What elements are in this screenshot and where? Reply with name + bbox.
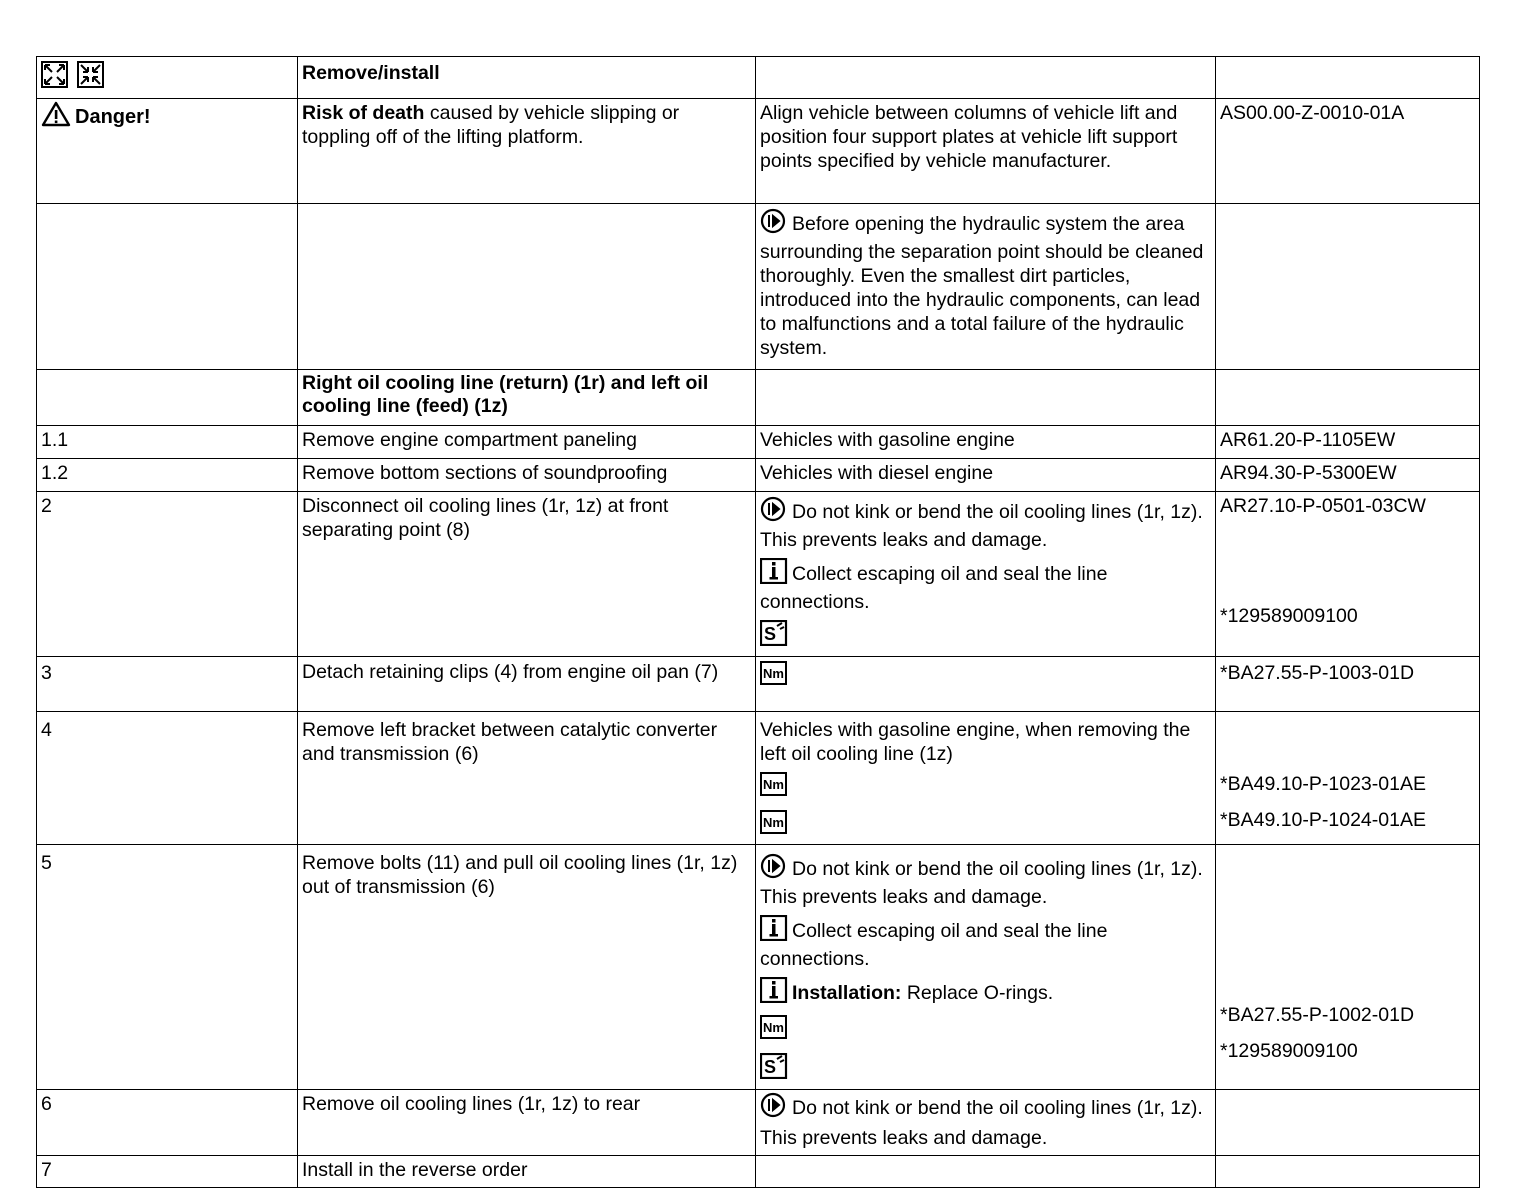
step-text: Remove bolts (11) and pull oil cooling lines (1r, 1z) out of transmission (6) — [298, 845, 756, 1090]
svg-text:S: S — [764, 624, 777, 644]
table-header-row — [37, 57, 1480, 99]
torque-ref: *BA49.10-P-1023-01AE — [1220, 773, 1426, 795]
tool-ref: *129589009100 — [1220, 605, 1358, 627]
step-ref: AR61.20-P-1105EW — [1216, 426, 1480, 459]
svg-text:Nm: Nm — [763, 666, 784, 681]
step-ref-cell — [1216, 845, 1480, 1090]
step-number: 3 — [37, 657, 298, 712]
svg-text:Nm: Nm — [763, 777, 784, 792]
step-text: Remove engine compartment paneling — [298, 426, 756, 459]
danger-instruction: Align vehicle between columns of vehicle lift and position four support plates at vehicle lift support points specified by vehicle manufacturer. — [756, 99, 1216, 204]
torque-nm-icon — [760, 772, 788, 802]
step-text: Remove bottom sections of soundproofing — [298, 459, 756, 492]
torque-ref: *BA49.10-P-1024-01AE — [1220, 809, 1426, 831]
table-row — [37, 712, 1480, 845]
torque-nm-icon — [760, 1015, 788, 1045]
step-number: 4 — [37, 712, 298, 845]
danger-risk-cell — [298, 99, 756, 204]
install-icon — [77, 61, 104, 94]
danger-label: Danger! — [75, 106, 151, 128]
step-ref-cell — [1216, 712, 1480, 845]
risk-bold-text: Risk of death — [302, 102, 425, 124]
table-row — [37, 1090, 1480, 1156]
step-text: Remove oil cooling lines (1r, 1z) to rear — [298, 1090, 756, 1156]
hydraulic-note-row — [37, 204, 1480, 370]
header-col3 — [756, 57, 1216, 99]
note-arrow-icon — [760, 1092, 788, 1125]
note-arrow-icon — [760, 853, 788, 885]
svg-text:S: S — [764, 1057, 777, 1077]
step-notes-cell — [756, 1090, 1216, 1156]
table-row — [37, 459, 1480, 492]
section-heading-row — [37, 370, 1480, 426]
warning-triangle-icon — [41, 101, 71, 133]
step-number: 1.2 — [37, 459, 298, 492]
step-note: Vehicles with diesel engine — [756, 459, 1216, 492]
info-icon — [760, 558, 788, 590]
table-row — [37, 657, 1480, 712]
torque-nm-icon — [760, 661, 788, 691]
step-notes-cell — [756, 492, 1216, 657]
table-row — [37, 1156, 1480, 1188]
special-tool-icon — [760, 620, 788, 652]
info-icon — [760, 977, 788, 1009]
torque-nm-icon — [760, 810, 788, 840]
note-text: Do not kink or bend the oil cooling lines (1r, 1z). This prevents leaks and damage. — [760, 1097, 1203, 1149]
step-ref: *BA27.55-P-1003-01D — [1216, 657, 1480, 712]
step-number: 2 — [37, 492, 298, 657]
note-arrow-icon — [760, 208, 788, 240]
step-notes-cell — [756, 712, 1216, 845]
installation-text: Replace O-rings. — [901, 982, 1054, 1004]
svg-text:Nm: Nm — [763, 815, 784, 830]
step-number: 5 — [37, 845, 298, 1090]
risk-text: caused by vehicle slipping or toppling off of the lifting platform. — [302, 102, 680, 148]
note-text: Do not kink or bend the oil cooling lines (1r, 1z). This prevents leaks and damage. — [760, 501, 1203, 551]
note-text: Collect escaping oil and seal the line connections. — [760, 920, 1108, 970]
note-text: Collect escaping oil and seal the line connections. — [760, 563, 1108, 613]
step-text: Remove left bracket between catalytic converter and transmission (6) — [298, 712, 756, 845]
step-number: 6 — [37, 1090, 298, 1156]
remove-icon — [41, 61, 68, 94]
header-icons-cell — [37, 57, 298, 99]
step-text: Detach retaining clips (4) from engine oil pan (7) — [298, 657, 756, 712]
procedure-table — [36, 56, 1480, 1188]
tool-ref: *129589009100 — [1220, 1040, 1358, 1062]
special-tool-icon — [760, 1053, 788, 1085]
danger-ref: AS00.00-Z-0010-01A — [1216, 99, 1480, 204]
step-text: Install in the reverse order — [298, 1156, 756, 1188]
torque-ref: *BA27.55-P-1002-01D — [1220, 1004, 1415, 1026]
hydraulic-note-text: Before opening the hydraulic system the area surrounding the separation point should be cleaned thoroughly. Even the smallest dirt particles, introduced into the hydraulic components, can lead to malfunctions and a total failure of the hydraulic system. — [760, 213, 1204, 359]
svg-text:Nm: Nm — [763, 1020, 784, 1035]
note-text: Do not kink or bend the oil cooling lines (1r, 1z). This prevents leaks and damage. — [760, 858, 1203, 908]
header-col4 — [1216, 57, 1480, 99]
info-icon — [760, 915, 788, 947]
step-note: Vehicles with gasoline engine — [756, 426, 1216, 459]
danger-row — [37, 99, 1480, 204]
table-row — [37, 492, 1480, 657]
step-number: 7 — [37, 1156, 298, 1188]
header-title: Remove/install — [298, 57, 756, 99]
step-notes-cell — [756, 845, 1216, 1090]
hydraulic-note-cell — [756, 204, 1216, 370]
danger-cell — [37, 99, 298, 204]
step-notes-cell — [756, 657, 1216, 712]
step-ref: AR94.30-P-5300EW — [1216, 459, 1480, 492]
step-ref-cell — [1216, 492, 1480, 657]
step-note: Vehicles with gasoline engine, when removing the left oil cooling line (1z) — [760, 719, 1191, 765]
section-heading: Right oil cooling line (return) (1r) and left oil cooling line (feed) (1z) — [298, 370, 756, 426]
table-row — [37, 426, 1480, 459]
note-arrow-icon — [760, 496, 788, 528]
table-row — [37, 845, 1480, 1090]
step-number: 1.1 — [37, 426, 298, 459]
installation-label: Installation: — [792, 982, 902, 1004]
step-ref: AR27.10-P-0501-03CW — [1220, 495, 1426, 517]
step-text: Disconnect oil cooling lines (1r, 1z) at front separating point (8) — [298, 492, 756, 657]
